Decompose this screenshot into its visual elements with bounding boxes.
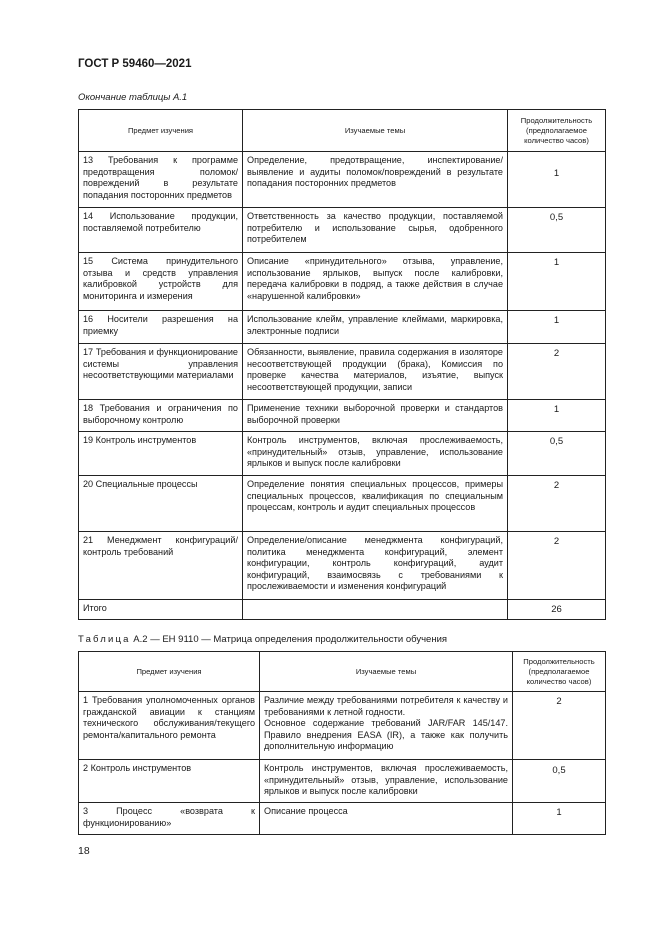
subject-cell: 14 Использование продукции, поставляемой потребителю <box>79 208 243 253</box>
topics-cell: Использование клейм, управление клеймами, маркировка, электронные подписи <box>243 311 508 344</box>
topics-cell: Применение техники выборочной проверки и стандартов выборочной проверки <box>243 400 508 432</box>
subject-cell: 20 Специальные процессы <box>79 476 243 532</box>
header-hours: Продолжительность (предполагаемое количество часов) <box>513 652 606 692</box>
total-row <box>79 600 606 620</box>
table-row <box>79 476 606 532</box>
topics-cell: Определение понятия специальных процессов, примеры специальных процессов, квалификация по специальным процессам, контроль и аудит специальных процессов <box>243 476 508 532</box>
total-label: Итого <box>79 600 243 620</box>
topics-cell <box>260 803 513 835</box>
hours-cell: 1 <box>508 253 606 311</box>
table-row <box>79 208 606 253</box>
hours-cell: 0,5 <box>513 760 606 803</box>
subject-cell: 15 Система принудительного отзыва и средств управления калибровкой устройств для мониторинга и измерения <box>79 253 243 311</box>
total-hours: 26 <box>508 600 606 620</box>
table-row <box>79 311 606 344</box>
hours-cell: 1 <box>508 311 606 344</box>
topics-line: Описание процесса <box>264 806 348 816</box>
topics-cell: Определение/описание менеджмента конфигураций, политика менеджмента конфигураций, элемент конфигурации, контроль конфигураций, аудит конфигураций, взаимосвязь с требованиями к прослеживаемости и изменения конфигураций <box>243 532 508 600</box>
topics-line: Основное содержание требований JAR/FAR 145/147. Правило внедрения EASA (IR), а также как получить дополнительную информацию <box>264 718 508 752</box>
table-a2 <box>78 651 606 835</box>
page-number: 18 <box>78 845 90 857</box>
topics-cell <box>260 692 513 760</box>
table-row <box>79 400 606 432</box>
topics-line: Контроль инструментов, включая прослеживаемость, «принудительный» отзыв, управление, использование ярлыков и выпуск после калибровки <box>264 763 508 797</box>
subject-cell: 21 Менеджмент конфигураций/контроль требований <box>79 532 243 600</box>
hours-cell: 1 <box>513 803 606 835</box>
table-a1-end <box>78 109 606 620</box>
subject-cell: 2 Контроль инструментов <box>79 760 260 803</box>
subject-cell: 18 Требования и ограничения по выборочному контролю <box>79 400 243 432</box>
table1-caption: Окончание таблицы А.1 <box>78 92 188 103</box>
hours-cell: 2 <box>508 476 606 532</box>
table-header-row <box>79 110 606 152</box>
total-topics <box>243 600 508 620</box>
subject-cell: 16 Носители разрешения на приемку <box>79 311 243 344</box>
topics-cell: Обязанности, выявление, правила содержания в изоляторе несоответствующей продукции (брака), Комиссия по проверке качества материалов, изъятие, выпуск несоответствующей продукции, записи <box>243 344 508 400</box>
header-subject: Предмет изучения <box>79 652 260 692</box>
table-row <box>79 532 606 600</box>
hours-cell: 0,5 <box>508 432 606 476</box>
header-subject: Предмет изучения <box>79 110 243 152</box>
hours-cell: 1 <box>508 152 606 208</box>
header-topics: Изучаемые темы <box>260 652 513 692</box>
hours-cell: 2 <box>508 344 606 400</box>
table-row <box>79 803 606 835</box>
hours-cell: 2 <box>508 532 606 600</box>
subject-cell: 19 Контроль инструментов <box>79 432 243 476</box>
table2-caption <box>78 634 447 645</box>
table-row <box>79 253 606 311</box>
header-hours: Продолжительность (предполагаемое количество часов) <box>508 110 606 152</box>
subject-cell: 3 Процесс «возврата к функционированию» <box>79 803 260 835</box>
subject-cell: 13 Требования к программе предотвращения поломок/повреждений в результате попадания посторонних предметов <box>79 152 243 208</box>
standard-code: ГОСТ Р 59460—2021 <box>78 58 192 70</box>
topics-cell: Ответственность за качество продукции, поставляемой потребителю и использование сырья, одобренного потребителем <box>243 208 508 253</box>
header-topics: Изучаемые темы <box>243 110 508 152</box>
hours-cell: 2 <box>513 692 606 760</box>
topics-line: Различие между требованиями потребителя к качеству и требованиями к летной годности. <box>264 695 508 717</box>
hours-cell: 1 <box>508 400 606 432</box>
table-header-row <box>79 652 606 692</box>
table-row <box>79 344 606 400</box>
topics-cell <box>260 760 513 803</box>
hours-cell: 0,5 <box>508 208 606 253</box>
table2-caption-prefix: Таблица <box>78 634 131 645</box>
table-row <box>79 760 606 803</box>
topics-cell: Контроль инструментов, включая прослеживаемость, «принудительный» отзыв, управление, использование ярлыков и выпуск после калибровки <box>243 432 508 476</box>
subject-cell: 17 Требования и функционирование системы управления несоответствующими материалами <box>79 344 243 400</box>
subject-cell: 1 Требования уполномоченных органов гражданской авиации к станциям технического обслуживания/текущего ремонта/капитального ремонта <box>79 692 260 760</box>
table-row <box>79 152 606 208</box>
topics-cell: Описание «принудительного» отзыва, управление, использование ярлыков, выпуск после калибровки, передача калибровки в подряд, а также действия в случае «нарушенной калибровки» <box>243 253 508 311</box>
table2-caption-title: А.2 — ЕН 9110 — Матрица определения продолжительности обучения <box>130 634 448 645</box>
topics-cell: Определение, предотвращение, инспектирование/выявление и аудиты поломок/повреждений в результате попадания посторонних предметов <box>243 152 508 208</box>
table-row <box>79 692 606 760</box>
table-row <box>79 432 606 476</box>
